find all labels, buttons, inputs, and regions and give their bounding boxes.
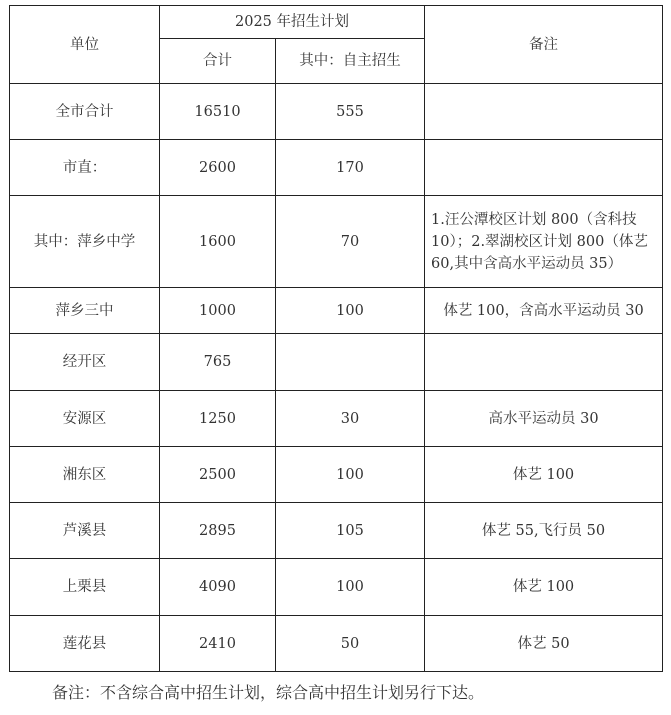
cell-total: 2410 bbox=[160, 616, 276, 672]
header-total: 合计 bbox=[160, 39, 276, 84]
cell-total: 765 bbox=[160, 334, 276, 391]
cell-total: 1000 bbox=[160, 288, 276, 334]
cell-total: 1250 bbox=[160, 391, 276, 447]
cell-unit: 芦溪县 bbox=[10, 503, 160, 559]
cell-self: 30 bbox=[276, 391, 425, 447]
table-row bbox=[10, 616, 663, 672]
header-unit: 单位 bbox=[10, 6, 160, 84]
header-self-enroll: 其中：自主招生 bbox=[276, 39, 425, 84]
cell-remark: 体艺 100 bbox=[425, 559, 663, 616]
header-remark: 备注 bbox=[425, 6, 663, 84]
table-row bbox=[10, 288, 663, 334]
table-row bbox=[10, 447, 663, 503]
table-row bbox=[10, 503, 663, 559]
table-row bbox=[10, 140, 663, 196]
table-row bbox=[10, 196, 663, 288]
cell-unit: 莲花县 bbox=[10, 616, 160, 672]
cell-self: 100 bbox=[276, 447, 425, 503]
header-plan-group: 2025 年招生计划 bbox=[160, 6, 425, 39]
cell-unit: 市直： bbox=[10, 140, 160, 196]
cell-unit: 安源区 bbox=[10, 391, 160, 447]
cell-unit: 经开区 bbox=[10, 334, 160, 391]
cell-remark bbox=[425, 140, 663, 196]
cell-unit: 湘东区 bbox=[10, 447, 160, 503]
cell-total: 1600 bbox=[160, 196, 276, 288]
cell-unit: 其中：萍乡中学 bbox=[10, 196, 160, 288]
cell-remark: 高水平运动员 30 bbox=[425, 391, 663, 447]
cell-unit: 上栗县 bbox=[10, 559, 160, 616]
cell-total: 16510 bbox=[160, 84, 276, 140]
cell-remark: 体艺 50 bbox=[425, 616, 663, 672]
cell-self: 50 bbox=[276, 616, 425, 672]
cell-remark: 体艺 100，含高水平运动员 30 bbox=[425, 288, 663, 334]
table-row bbox=[10, 559, 663, 616]
cell-self: 100 bbox=[276, 288, 425, 334]
header-row-top bbox=[10, 6, 663, 39]
cell-self: 170 bbox=[276, 140, 425, 196]
cell-remark bbox=[425, 84, 663, 140]
cell-remark: 体艺 100 bbox=[425, 447, 663, 503]
footnote: 备注：不含综合高中招生计划，综合高中招生计划另行下达。 bbox=[52, 683, 485, 702]
cell-remark: 1.汪公潭校区计划 800（含科技 10）；2.翠湖校区计划 800（体艺 60,其中含高水平运动员 35） bbox=[425, 196, 663, 288]
cell-self: 100 bbox=[276, 559, 425, 616]
table-row bbox=[10, 334, 663, 391]
cell-remark bbox=[425, 334, 663, 391]
cell-total: 2600 bbox=[160, 140, 276, 196]
cell-self: 105 bbox=[276, 503, 425, 559]
table-row bbox=[10, 84, 663, 140]
cell-total: 4090 bbox=[160, 559, 276, 616]
cell-unit: 萍乡三中 bbox=[10, 288, 160, 334]
cell-self bbox=[276, 334, 425, 391]
cell-remark: 体艺 55,飞行员 50 bbox=[425, 503, 663, 559]
cell-self: 70 bbox=[276, 196, 425, 288]
cell-unit: 全市合计 bbox=[10, 84, 160, 140]
cell-self: 555 bbox=[276, 84, 425, 140]
cell-total: 2895 bbox=[160, 503, 276, 559]
table-row bbox=[10, 391, 663, 447]
enrollment-plan-table bbox=[9, 5, 663, 672]
cell-total: 2500 bbox=[160, 447, 276, 503]
